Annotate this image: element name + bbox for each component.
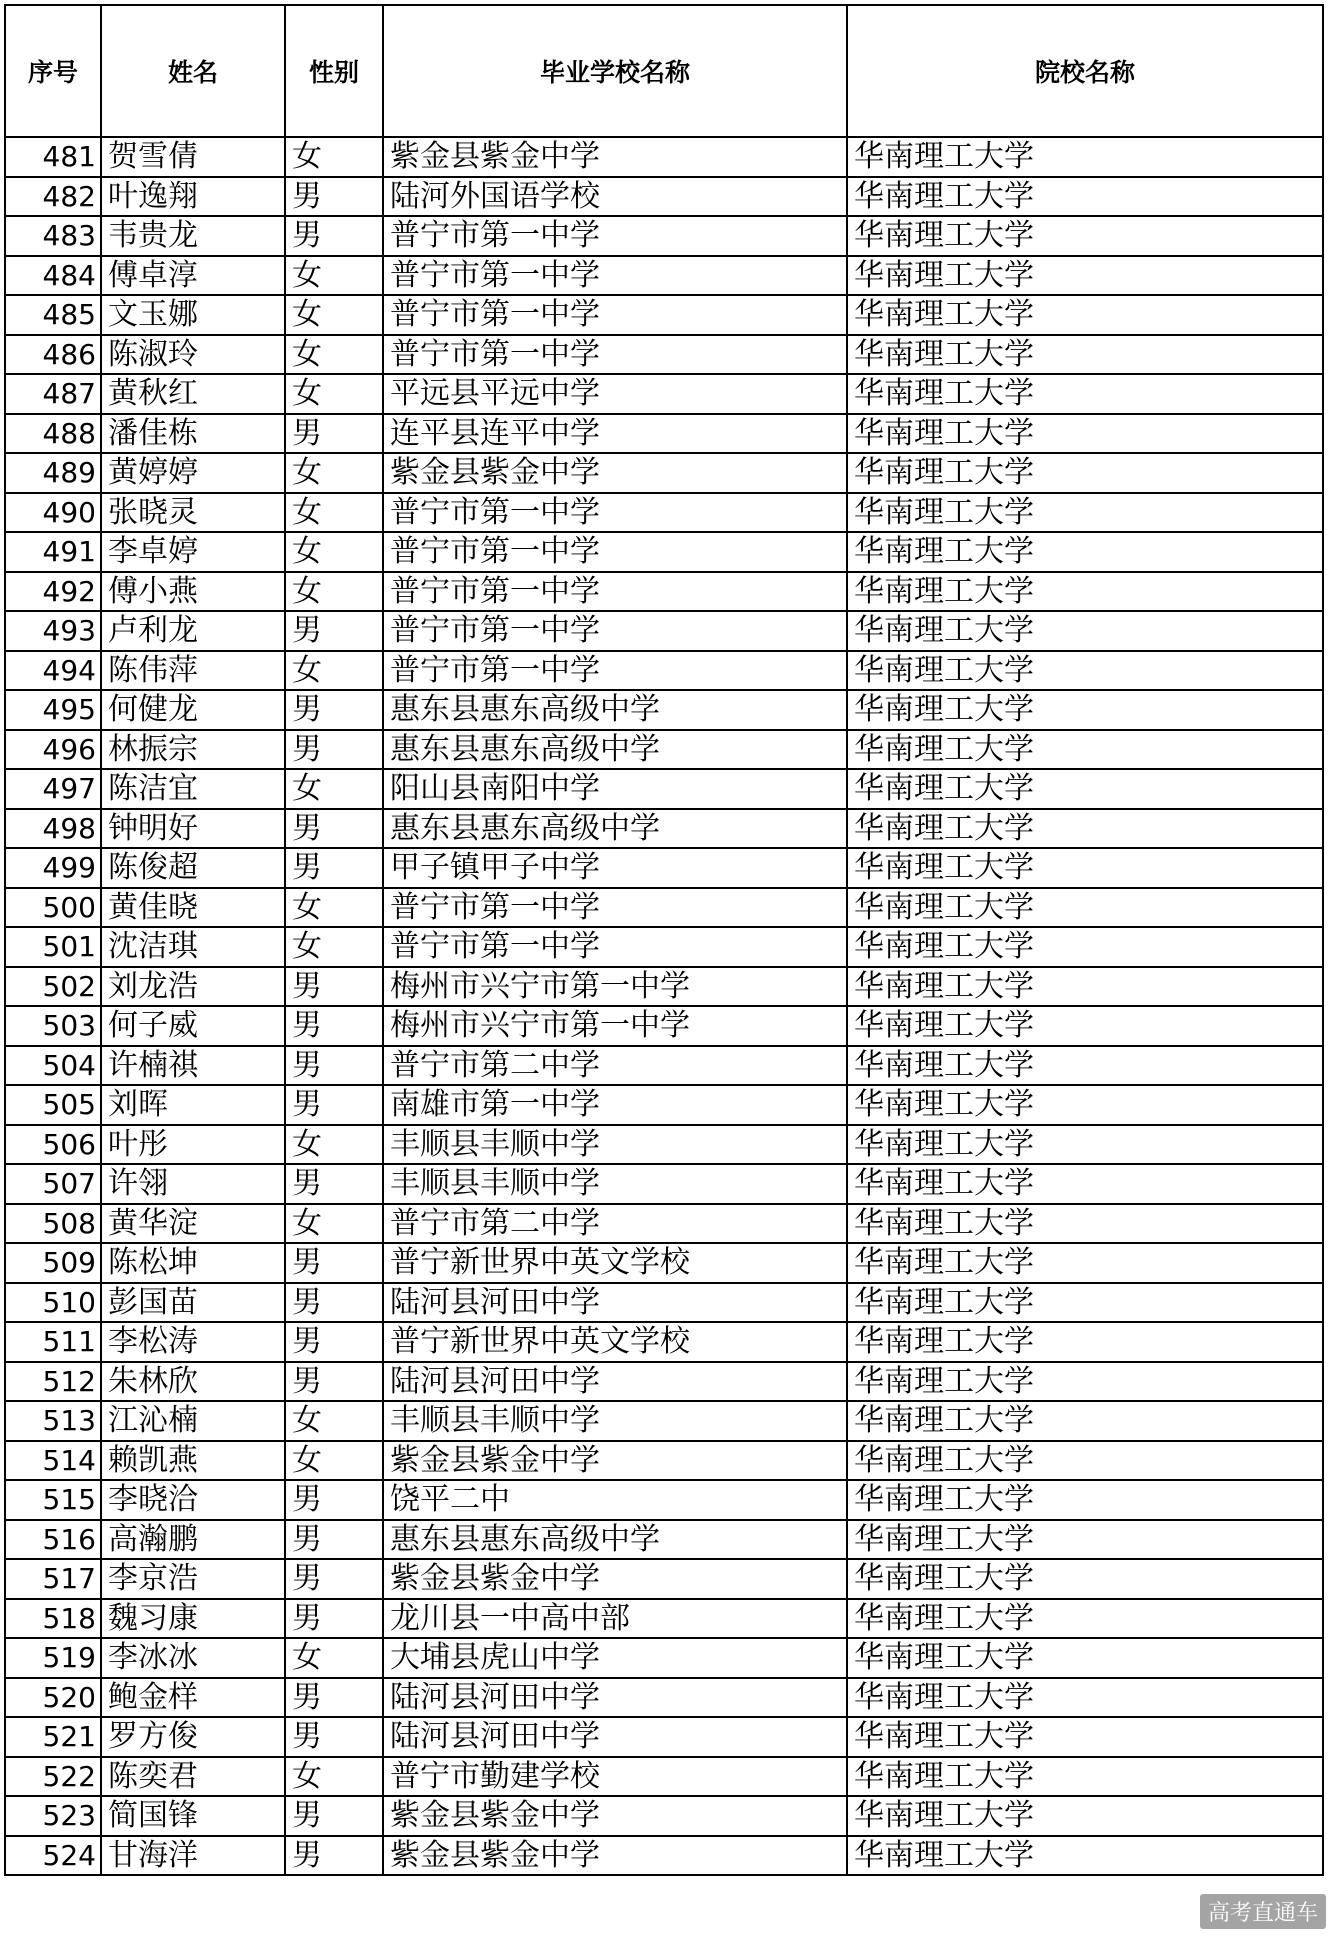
student-sex-cell: 男 [285, 1559, 383, 1599]
header-row [5, 5, 1323, 137]
roster-sheet [4, 4, 1324, 1876]
admitted-college-cell: 华南理工大学 [847, 1204, 1323, 1244]
graduated-school-cell: 连平县连平中学 [383, 414, 847, 454]
student-sex-cell: 女 [285, 927, 383, 967]
student-name-cell: 李卓婷 [101, 532, 285, 572]
admitted-college-cell: 华南理工大学 [847, 1559, 1323, 1599]
student-sex-cell: 女 [285, 1125, 383, 1165]
student-sex-cell: 男 [285, 809, 383, 849]
table-row [5, 1046, 1323, 1086]
graduated-school-cell: 丰顺县丰顺中学 [383, 1401, 847, 1441]
admitted-college-cell: 华南理工大学 [847, 1717, 1323, 1757]
table-row [5, 1243, 1323, 1283]
admitted-college-cell: 华南理工大学 [847, 730, 1323, 770]
row-number-cell: 486 [5, 335, 101, 375]
table-row [5, 453, 1323, 493]
graduated-school-cell: 紫金县紫金中学 [383, 1559, 847, 1599]
header-school: 毕业学校名称 [383, 5, 847, 137]
header-college: 院校名称 [847, 5, 1323, 137]
student-name-cell: 李松涛 [101, 1322, 285, 1362]
row-number-cell: 515 [5, 1480, 101, 1520]
student-sex-cell: 男 [285, 216, 383, 256]
row-number-cell: 520 [5, 1678, 101, 1718]
student-name-cell: 韦贵龙 [101, 216, 285, 256]
admitted-college-cell: 华南理工大学 [847, 453, 1323, 493]
row-number-cell: 524 [5, 1836, 101, 1876]
admitted-college-cell: 华南理工大学 [847, 1322, 1323, 1362]
student-sex-cell: 男 [285, 848, 383, 888]
student-sex-cell: 男 [285, 1006, 383, 1046]
table-body [5, 137, 1323, 1875]
table-row [5, 611, 1323, 651]
student-name-cell: 高瀚鹏 [101, 1520, 285, 1560]
graduated-school-cell: 普宁市第一中学 [383, 295, 847, 335]
admitted-college-cell: 华南理工大学 [847, 1480, 1323, 1520]
student-sex-cell: 男 [285, 1678, 383, 1718]
admitted-college-cell: 华南理工大学 [847, 374, 1323, 414]
graduated-school-cell: 普宁市第一中学 [383, 256, 847, 296]
admitted-college-cell: 华南理工大学 [847, 1085, 1323, 1125]
row-number-cell: 509 [5, 1243, 101, 1283]
student-sex-cell: 男 [285, 1283, 383, 1323]
student-sex-cell: 男 [285, 1836, 383, 1876]
admitted-college-cell: 华南理工大学 [847, 216, 1323, 256]
row-number-cell: 507 [5, 1164, 101, 1204]
student-sex-cell: 女 [285, 1441, 383, 1481]
graduated-school-cell: 陆河县河田中学 [383, 1362, 847, 1402]
graduated-school-cell: 甲子镇甲子中学 [383, 848, 847, 888]
graduated-school-cell: 惠东县惠东高级中学 [383, 809, 847, 849]
table-row [5, 1757, 1323, 1797]
row-number-cell: 501 [5, 927, 101, 967]
admitted-college-cell: 华南理工大学 [847, 1678, 1323, 1718]
admitted-college-cell: 华南理工大学 [847, 572, 1323, 612]
row-number-cell: 517 [5, 1559, 101, 1599]
row-number-cell: 512 [5, 1362, 101, 1402]
row-number-cell: 505 [5, 1085, 101, 1125]
student-sex-cell: 女 [285, 295, 383, 335]
row-number-cell: 516 [5, 1520, 101, 1560]
table-row [5, 532, 1323, 572]
row-number-cell: 508 [5, 1204, 101, 1244]
student-sex-cell: 男 [285, 1322, 383, 1362]
admitted-college-cell: 华南理工大学 [847, 137, 1323, 177]
admitted-college-cell: 华南理工大学 [847, 1520, 1323, 1560]
student-sex-cell: 男 [285, 730, 383, 770]
table-row [5, 1520, 1323, 1560]
admitted-college-cell: 华南理工大学 [847, 1164, 1323, 1204]
graduated-school-cell: 大埔县虎山中学 [383, 1638, 847, 1678]
graduated-school-cell: 惠东县惠东高级中学 [383, 1520, 847, 1560]
row-number-cell: 490 [5, 493, 101, 533]
table-row [5, 1085, 1323, 1125]
graduated-school-cell: 普宁市第二中学 [383, 1046, 847, 1086]
student-sex-cell: 女 [285, 335, 383, 375]
row-number-cell: 494 [5, 651, 101, 691]
row-number-cell: 497 [5, 769, 101, 809]
student-name-cell: 陈俊超 [101, 848, 285, 888]
admitted-college-cell: 华南理工大学 [847, 177, 1323, 217]
student-sex-cell: 男 [285, 1243, 383, 1283]
student-name-cell: 许翎 [101, 1164, 285, 1204]
row-number-cell: 499 [5, 848, 101, 888]
student-name-cell: 何健龙 [101, 690, 285, 730]
student-name-cell: 彭国苗 [101, 1283, 285, 1323]
student-name-cell: 陈淑玲 [101, 335, 285, 375]
row-number-cell: 485 [5, 295, 101, 335]
student-name-cell: 钟明好 [101, 809, 285, 849]
table-row [5, 177, 1323, 217]
graduated-school-cell: 梅州市兴宁市第一中学 [383, 1006, 847, 1046]
graduated-school-cell: 紫金县紫金中学 [383, 453, 847, 493]
admitted-college-cell: 华南理工大学 [847, 1441, 1323, 1481]
student-name-cell: 赖凯燕 [101, 1441, 285, 1481]
student-sex-cell: 女 [285, 1757, 383, 1797]
graduated-school-cell: 丰顺县丰顺中学 [383, 1125, 847, 1165]
student-name-cell: 陈伟萍 [101, 651, 285, 691]
row-number-cell: 482 [5, 177, 101, 217]
header-name: 姓名 [101, 5, 285, 137]
row-number-cell: 521 [5, 1717, 101, 1757]
graduated-school-cell: 普宁市第一中学 [383, 611, 847, 651]
student-sex-cell: 男 [285, 1362, 383, 1402]
student-sex-cell: 男 [285, 1046, 383, 1086]
row-number-cell: 518 [5, 1599, 101, 1639]
student-name-cell: 林振宗 [101, 730, 285, 770]
student-sex-cell: 男 [285, 1599, 383, 1639]
row-number-cell: 510 [5, 1283, 101, 1323]
table-row [5, 651, 1323, 691]
table-row [5, 493, 1323, 533]
row-number-cell: 487 [5, 374, 101, 414]
admitted-college-cell: 华南理工大学 [847, 1757, 1323, 1797]
admitted-college-cell: 华南理工大学 [847, 1046, 1323, 1086]
graduated-school-cell: 饶平二中 [383, 1480, 847, 1520]
table-row [5, 1599, 1323, 1639]
student-sex-cell: 男 [285, 414, 383, 454]
student-sex-cell: 男 [285, 1796, 383, 1836]
table-row [5, 572, 1323, 612]
row-number-cell: 481 [5, 137, 101, 177]
student-name-cell: 陈奕君 [101, 1757, 285, 1797]
table-row [5, 848, 1323, 888]
student-sex-cell: 男 [285, 177, 383, 217]
row-number-cell: 503 [5, 1006, 101, 1046]
table-row [5, 1362, 1323, 1402]
student-name-cell: 江沁楠 [101, 1401, 285, 1441]
student-sex-cell: 男 [285, 1480, 383, 1520]
row-number-cell: 523 [5, 1796, 101, 1836]
graduated-school-cell: 龙川县一中高中部 [383, 1599, 847, 1639]
graduated-school-cell: 普宁新世界中英文学校 [383, 1243, 847, 1283]
table-row [5, 1559, 1323, 1599]
student-sex-cell: 女 [285, 1204, 383, 1244]
table-row [5, 256, 1323, 296]
student-sex-cell: 女 [285, 374, 383, 414]
admitted-college-cell: 华南理工大学 [847, 1638, 1323, 1678]
table-row [5, 967, 1323, 1007]
graduated-school-cell: 紫金县紫金中学 [383, 1836, 847, 1876]
table-row [5, 809, 1323, 849]
graduated-school-cell: 陆河县河田中学 [383, 1678, 847, 1718]
graduated-school-cell: 陆河外国语学校 [383, 177, 847, 217]
table-row [5, 927, 1323, 967]
graduated-school-cell: 普宁市第一中学 [383, 651, 847, 691]
graduated-school-cell: 普宁新世界中英文学校 [383, 1322, 847, 1362]
admitted-college-cell: 华南理工大学 [847, 414, 1323, 454]
admitted-college-cell: 华南理工大学 [847, 335, 1323, 375]
admitted-college-cell: 华南理工大学 [847, 611, 1323, 651]
admitted-college-cell: 华南理工大学 [847, 927, 1323, 967]
table-row [5, 414, 1323, 454]
admitted-college-cell: 华南理工大学 [847, 256, 1323, 296]
student-name-cell: 潘佳栋 [101, 414, 285, 454]
row-number-cell: 491 [5, 532, 101, 572]
graduated-school-cell: 紫金县紫金中学 [383, 137, 847, 177]
graduated-school-cell: 普宁市第一中学 [383, 216, 847, 256]
student-name-cell: 黄华淀 [101, 1204, 285, 1244]
admitted-college-cell: 华南理工大学 [847, 1836, 1323, 1876]
table-row [5, 295, 1323, 335]
admitted-college-cell: 华南理工大学 [847, 769, 1323, 809]
graduated-school-cell: 普宁市第一中学 [383, 888, 847, 928]
student-sex-cell: 女 [285, 1638, 383, 1678]
student-name-cell: 简国锋 [101, 1796, 285, 1836]
student-name-cell: 叶逸翔 [101, 177, 285, 217]
student-sex-cell: 女 [285, 532, 383, 572]
row-number-cell: 488 [5, 414, 101, 454]
admitted-college-cell: 华南理工大学 [847, 1362, 1323, 1402]
student-sex-cell: 女 [285, 769, 383, 809]
student-name-cell: 卢利龙 [101, 611, 285, 651]
student-sex-cell: 男 [285, 611, 383, 651]
admitted-college-cell: 华南理工大学 [847, 1243, 1323, 1283]
admitted-college-cell: 华南理工大学 [847, 967, 1323, 1007]
table-row [5, 769, 1323, 809]
student-name-cell: 黄秋红 [101, 374, 285, 414]
student-sex-cell: 女 [285, 256, 383, 296]
graduated-school-cell: 阳山县南阳中学 [383, 769, 847, 809]
row-number-cell: 493 [5, 611, 101, 651]
student-name-cell: 陈洁宜 [101, 769, 285, 809]
student-name-cell: 李晓洽 [101, 1480, 285, 1520]
corner-watermark: 高考直通车 [1200, 1894, 1326, 1929]
admitted-college-cell: 华南理工大学 [847, 1796, 1323, 1836]
admitted-college-cell: 华南理工大学 [847, 651, 1323, 691]
table-row [5, 1717, 1323, 1757]
graduated-school-cell: 平远县平远中学 [383, 374, 847, 414]
table-header [5, 5, 1323, 137]
graduated-school-cell: 普宁市第一中学 [383, 572, 847, 612]
student-name-cell: 刘龙浩 [101, 967, 285, 1007]
student-name-cell: 贺雪倩 [101, 137, 285, 177]
row-number-cell: 519 [5, 1638, 101, 1678]
student-sex-cell: 女 [285, 888, 383, 928]
student-name-cell: 黄婷婷 [101, 453, 285, 493]
graduated-school-cell: 普宁市第二中学 [383, 1204, 847, 1244]
admitted-college-cell: 华南理工大学 [847, 1401, 1323, 1441]
row-number-cell: 514 [5, 1441, 101, 1481]
student-sex-cell: 男 [285, 1085, 383, 1125]
table-row [5, 1164, 1323, 1204]
student-name-cell: 黄佳晓 [101, 888, 285, 928]
student-sex-cell: 女 [285, 137, 383, 177]
student-name-cell: 甘海洋 [101, 1836, 285, 1876]
row-number-cell: 484 [5, 256, 101, 296]
table-row [5, 1836, 1323, 1876]
graduated-school-cell: 普宁市勤建学校 [383, 1757, 847, 1797]
student-name-cell: 李冰冰 [101, 1638, 285, 1678]
row-number-cell: 495 [5, 690, 101, 730]
student-name-cell: 朱林欣 [101, 1362, 285, 1402]
student-name-cell: 陈松坤 [101, 1243, 285, 1283]
graduated-school-cell: 惠东县惠东高级中学 [383, 730, 847, 770]
table-row [5, 1796, 1323, 1836]
table-row [5, 1322, 1323, 1362]
header-sex: 性别 [285, 5, 383, 137]
admitted-college-cell: 华南理工大学 [847, 1125, 1323, 1165]
graduated-school-cell: 普宁市第一中学 [383, 493, 847, 533]
table-row [5, 888, 1323, 928]
admitted-college-cell: 华南理工大学 [847, 809, 1323, 849]
admission-roster-table [4, 4, 1324, 1876]
student-sex-cell: 女 [285, 493, 383, 533]
graduated-school-cell: 丰顺县丰顺中学 [383, 1164, 847, 1204]
graduated-school-cell: 惠东县惠东高级中学 [383, 690, 847, 730]
row-number-cell: 498 [5, 809, 101, 849]
admitted-college-cell: 华南理工大学 [847, 532, 1323, 572]
student-name-cell: 叶彤 [101, 1125, 285, 1165]
admitted-college-cell: 华南理工大学 [847, 493, 1323, 533]
row-number-cell: 522 [5, 1757, 101, 1797]
row-number-cell: 500 [5, 888, 101, 928]
table-row [5, 335, 1323, 375]
row-number-cell: 513 [5, 1401, 101, 1441]
student-name-cell: 沈洁琪 [101, 927, 285, 967]
student-sex-cell: 女 [285, 453, 383, 493]
graduated-school-cell: 陆河县河田中学 [383, 1717, 847, 1757]
student-sex-cell: 男 [285, 1520, 383, 1560]
table-row [5, 1678, 1323, 1718]
student-name-cell: 傅卓淳 [101, 256, 285, 296]
table-row [5, 1204, 1323, 1244]
student-name-cell: 许楠祺 [101, 1046, 285, 1086]
student-sex-cell: 男 [285, 967, 383, 1007]
admitted-college-cell: 华南理工大学 [847, 848, 1323, 888]
graduated-school-cell: 陆河县河田中学 [383, 1283, 847, 1323]
student-sex-cell: 女 [285, 1401, 383, 1441]
graduated-school-cell: 南雄市第一中学 [383, 1085, 847, 1125]
student-sex-cell: 女 [285, 572, 383, 612]
row-number-cell: 489 [5, 453, 101, 493]
table-row [5, 730, 1323, 770]
student-name-cell: 何子威 [101, 1006, 285, 1046]
graduated-school-cell: 普宁市第一中学 [383, 532, 847, 572]
table-row [5, 1441, 1323, 1481]
table-row [5, 216, 1323, 256]
student-name-cell: 李京浩 [101, 1559, 285, 1599]
row-number-cell: 483 [5, 216, 101, 256]
table-row [5, 374, 1323, 414]
row-number-cell: 506 [5, 1125, 101, 1165]
graduated-school-cell: 普宁市第一中学 [383, 335, 847, 375]
row-number-cell: 492 [5, 572, 101, 612]
student-name-cell: 张晓灵 [101, 493, 285, 533]
table-row [5, 1401, 1323, 1441]
admitted-college-cell: 华南理工大学 [847, 1599, 1323, 1639]
student-sex-cell: 女 [285, 651, 383, 691]
student-sex-cell: 男 [285, 690, 383, 730]
row-number-cell: 496 [5, 730, 101, 770]
admitted-college-cell: 华南理工大学 [847, 690, 1323, 730]
student-sex-cell: 男 [285, 1717, 383, 1757]
student-name-cell: 鲍金样 [101, 1678, 285, 1718]
row-number-cell: 511 [5, 1322, 101, 1362]
table-row [5, 690, 1323, 730]
graduated-school-cell: 紫金县紫金中学 [383, 1796, 847, 1836]
table-row [5, 1125, 1323, 1165]
student-name-cell: 罗方俊 [101, 1717, 285, 1757]
table-row [5, 1480, 1323, 1520]
row-number-cell: 502 [5, 967, 101, 1007]
header-no: 序号 [5, 5, 101, 137]
student-name-cell: 傅小燕 [101, 572, 285, 612]
student-name-cell: 魏习康 [101, 1599, 285, 1639]
graduated-school-cell: 紫金县紫金中学 [383, 1441, 847, 1481]
graduated-school-cell: 梅州市兴宁市第一中学 [383, 967, 847, 1007]
row-number-cell: 504 [5, 1046, 101, 1086]
admitted-college-cell: 华南理工大学 [847, 888, 1323, 928]
table-row [5, 1638, 1323, 1678]
table-row [5, 137, 1323, 177]
student-name-cell: 刘晖 [101, 1085, 285, 1125]
student-name-cell: 文玉娜 [101, 295, 285, 335]
admitted-college-cell: 华南理工大学 [847, 1283, 1323, 1323]
table-row [5, 1006, 1323, 1046]
admitted-college-cell: 华南理工大学 [847, 295, 1323, 335]
student-sex-cell: 男 [285, 1164, 383, 1204]
graduated-school-cell: 普宁市第一中学 [383, 927, 847, 967]
table-row [5, 1283, 1323, 1323]
admitted-college-cell: 华南理工大学 [847, 1006, 1323, 1046]
